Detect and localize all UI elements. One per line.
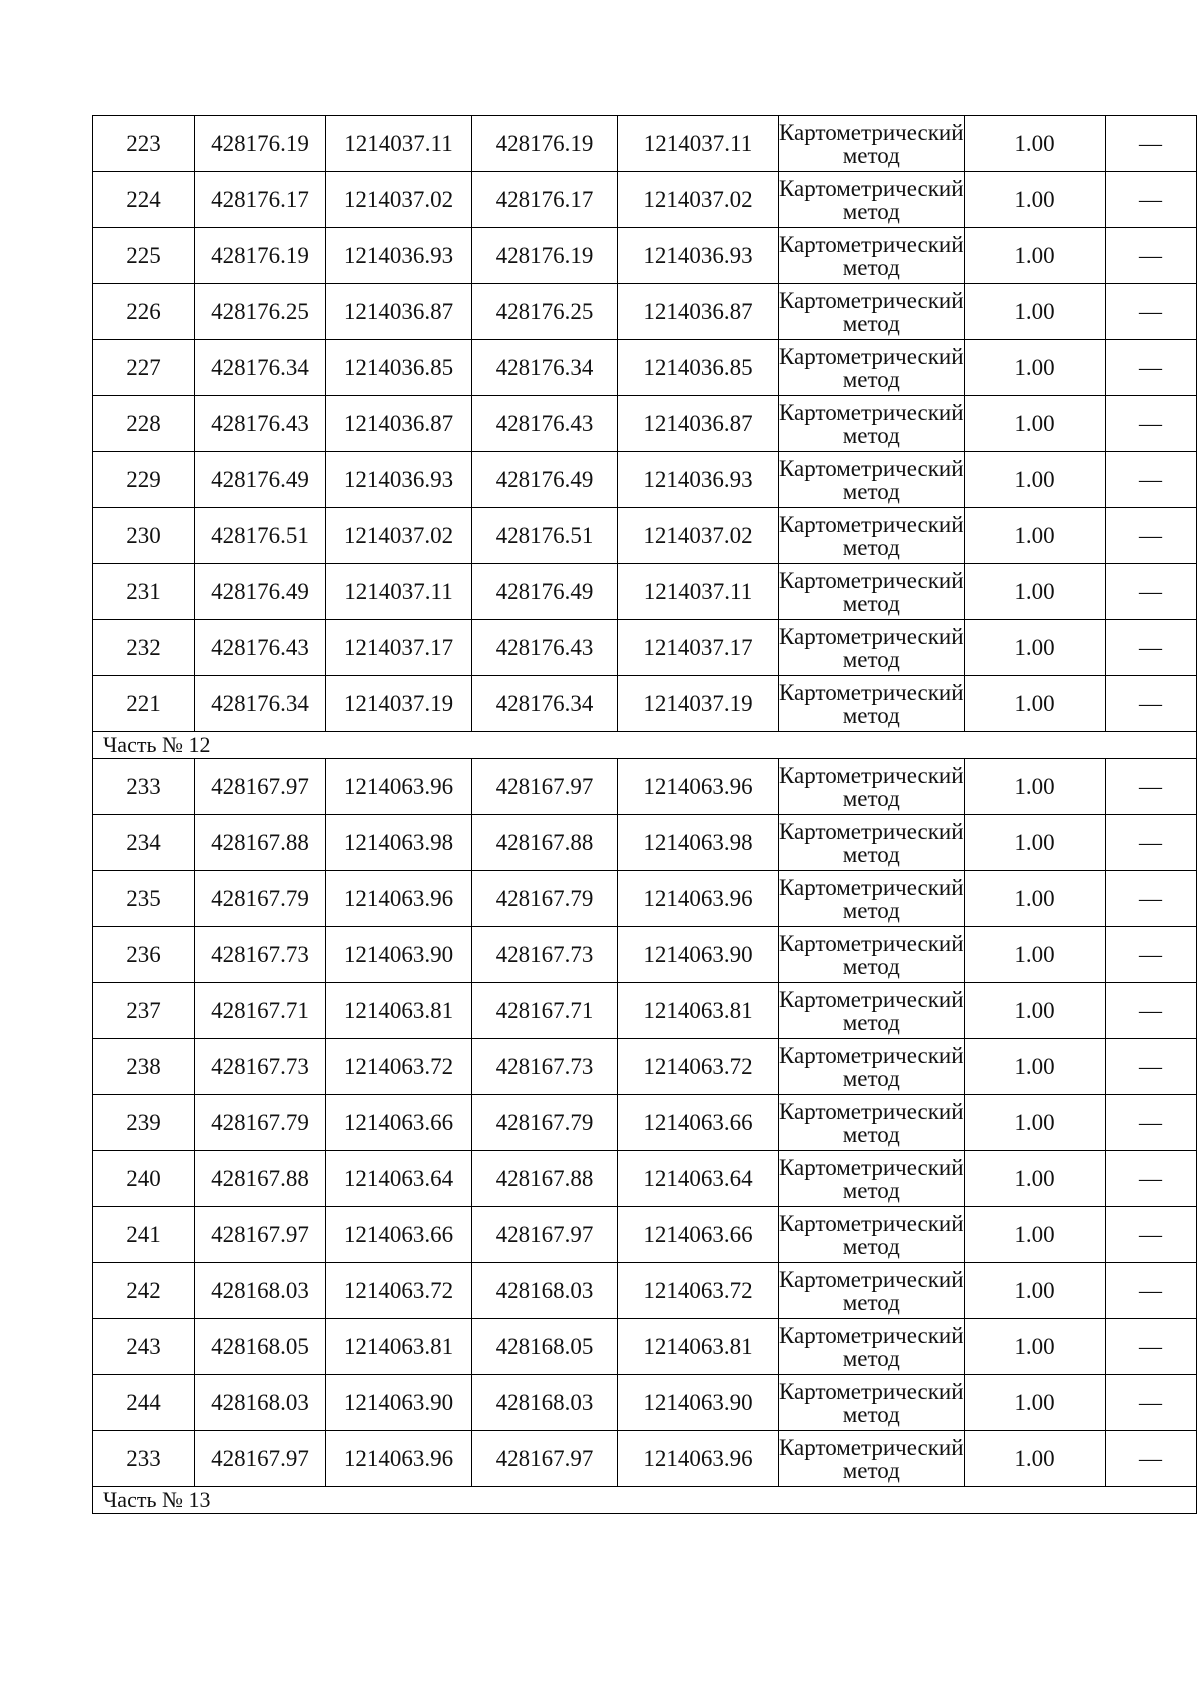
x-refined-cell: 428176.19 xyxy=(472,116,618,172)
table-row xyxy=(93,1151,1197,1207)
table-row xyxy=(93,871,1197,927)
y-existing-cell: 1214063.96 xyxy=(326,759,472,815)
table-row xyxy=(93,1263,1197,1319)
accuracy-cell: 1.00 xyxy=(964,1207,1105,1263)
x-refined-cell: 428176.43 xyxy=(472,396,618,452)
y-existing-cell: 1214063.64 xyxy=(326,1151,472,1207)
method-cell: Картометрический метод xyxy=(779,1431,965,1487)
x-existing-cell: 428167.71 xyxy=(195,983,326,1039)
point-number-cell: 227 xyxy=(93,340,195,396)
table-row xyxy=(93,396,1197,452)
accuracy-cell: 1.00 xyxy=(964,1151,1105,1207)
description-cell: — xyxy=(1105,1375,1196,1431)
table-row xyxy=(93,284,1197,340)
table-row xyxy=(93,759,1197,815)
accuracy-cell: 1.00 xyxy=(964,759,1105,815)
table-row xyxy=(93,815,1197,871)
accuracy-cell: 1.00 xyxy=(964,1095,1105,1151)
description-cell: — xyxy=(1105,116,1196,172)
method-cell: Картометрический метод xyxy=(779,927,965,983)
y-refined-cell: 1214063.90 xyxy=(618,927,779,983)
y-existing-cell: 1214037.11 xyxy=(326,116,472,172)
x-refined-cell: 428167.88 xyxy=(472,1151,618,1207)
x-existing-cell: 428168.03 xyxy=(195,1263,326,1319)
x-existing-cell: 428176.19 xyxy=(195,228,326,284)
x-refined-cell: 428167.88 xyxy=(472,815,618,871)
x-existing-cell: 428167.73 xyxy=(195,927,326,983)
y-refined-cell: 1214036.87 xyxy=(618,396,779,452)
description-cell: — xyxy=(1105,452,1196,508)
x-existing-cell: 428167.79 xyxy=(195,1095,326,1151)
method-cell: Картометрический метод xyxy=(779,452,965,508)
point-number-cell: 243 xyxy=(93,1319,195,1375)
y-refined-cell: 1214037.02 xyxy=(618,172,779,228)
x-existing-cell: 428176.49 xyxy=(195,564,326,620)
x-existing-cell: 428176.17 xyxy=(195,172,326,228)
description-cell: — xyxy=(1105,927,1196,983)
part-title: Часть № 13 xyxy=(93,1487,1197,1514)
y-existing-cell: 1214063.72 xyxy=(326,1263,472,1319)
y-existing-cell: 1214037.02 xyxy=(326,508,472,564)
y-refined-cell: 1214063.64 xyxy=(618,1151,779,1207)
y-refined-cell: 1214063.90 xyxy=(618,1375,779,1431)
description-cell: — xyxy=(1105,759,1196,815)
table-row xyxy=(93,983,1197,1039)
method-cell: Картометрический метод xyxy=(779,620,965,676)
y-refined-cell: 1214063.72 xyxy=(618,1263,779,1319)
accuracy-cell: 1.00 xyxy=(964,172,1105,228)
method-cell: Картометрический метод xyxy=(779,116,965,172)
description-cell: — xyxy=(1105,284,1196,340)
method-cell: Картометрический метод xyxy=(779,1375,965,1431)
method-cell: Картометрический метод xyxy=(779,1319,965,1375)
x-existing-cell: 428167.97 xyxy=(195,1207,326,1263)
x-existing-cell: 428176.43 xyxy=(195,396,326,452)
y-refined-cell: 1214063.72 xyxy=(618,1039,779,1095)
y-refined-cell: 1214063.66 xyxy=(618,1207,779,1263)
x-existing-cell: 428176.25 xyxy=(195,284,326,340)
point-number-cell: 239 xyxy=(93,1095,195,1151)
point-number-cell: 240 xyxy=(93,1151,195,1207)
accuracy-cell: 1.00 xyxy=(964,1431,1105,1487)
x-refined-cell: 428167.73 xyxy=(472,1039,618,1095)
description-cell: — xyxy=(1105,172,1196,228)
y-refined-cell: 1214063.98 xyxy=(618,815,779,871)
point-number-cell: 225 xyxy=(93,228,195,284)
y-refined-cell: 1214036.85 xyxy=(618,340,779,396)
description-cell: — xyxy=(1105,676,1196,732)
point-number-cell: 244 xyxy=(93,1375,195,1431)
point-number-cell: 242 xyxy=(93,1263,195,1319)
table-row xyxy=(93,1319,1197,1375)
table-row xyxy=(93,1207,1197,1263)
table-row xyxy=(93,1375,1197,1431)
part-header-row xyxy=(93,732,1197,759)
table-row xyxy=(93,927,1197,983)
accuracy-cell: 1.00 xyxy=(964,396,1105,452)
y-existing-cell: 1214063.66 xyxy=(326,1207,472,1263)
table-row xyxy=(93,620,1197,676)
x-existing-cell: 428168.03 xyxy=(195,1375,326,1431)
table-row xyxy=(93,172,1197,228)
method-cell: Картометрический метод xyxy=(779,564,965,620)
y-existing-cell: 1214036.87 xyxy=(326,284,472,340)
x-existing-cell: 428168.05 xyxy=(195,1319,326,1375)
accuracy-cell: 1.00 xyxy=(964,1375,1105,1431)
x-existing-cell: 428176.51 xyxy=(195,508,326,564)
y-existing-cell: 1214037.19 xyxy=(326,676,472,732)
point-number-cell: 241 xyxy=(93,1207,195,1263)
method-cell: Картометрический метод xyxy=(779,1039,965,1095)
x-refined-cell: 428168.03 xyxy=(472,1263,618,1319)
x-refined-cell: 428176.51 xyxy=(472,508,618,564)
accuracy-cell: 1.00 xyxy=(964,1263,1105,1319)
x-refined-cell: 428167.97 xyxy=(472,759,618,815)
x-refined-cell: 428167.97 xyxy=(472,1431,618,1487)
x-existing-cell: 428167.88 xyxy=(195,1151,326,1207)
accuracy-cell: 1.00 xyxy=(964,452,1105,508)
x-existing-cell: 428176.34 xyxy=(195,340,326,396)
accuracy-cell: 1.00 xyxy=(964,927,1105,983)
x-refined-cell: 428176.34 xyxy=(472,676,618,732)
accuracy-cell: 1.00 xyxy=(964,815,1105,871)
accuracy-cell: 1.00 xyxy=(964,340,1105,396)
x-refined-cell: 428176.34 xyxy=(472,340,618,396)
method-cell: Картометрический метод xyxy=(779,1095,965,1151)
x-refined-cell: 428167.97 xyxy=(472,1207,618,1263)
description-cell: — xyxy=(1105,564,1196,620)
y-existing-cell: 1214063.66 xyxy=(326,1095,472,1151)
table-row xyxy=(93,564,1197,620)
table-row xyxy=(93,1039,1197,1095)
accuracy-cell: 1.00 xyxy=(964,116,1105,172)
y-refined-cell: 1214063.66 xyxy=(618,1095,779,1151)
accuracy-cell: 1.00 xyxy=(964,983,1105,1039)
table-row xyxy=(93,340,1197,396)
accuracy-cell: 1.00 xyxy=(964,228,1105,284)
point-number-cell: 229 xyxy=(93,452,195,508)
point-number-cell: 234 xyxy=(93,815,195,871)
table-row xyxy=(93,1431,1197,1487)
method-cell: Картометрический метод xyxy=(779,340,965,396)
x-refined-cell: 428176.43 xyxy=(472,620,618,676)
y-refined-cell: 1214036.93 xyxy=(618,228,779,284)
y-existing-cell: 1214036.93 xyxy=(326,228,472,284)
point-number-cell: 232 xyxy=(93,620,195,676)
x-existing-cell: 428176.34 xyxy=(195,676,326,732)
table-row xyxy=(93,1095,1197,1151)
method-cell: Картометрический метод xyxy=(779,759,965,815)
description-cell: — xyxy=(1105,620,1196,676)
x-existing-cell: 428167.97 xyxy=(195,1431,326,1487)
y-refined-cell: 1214037.17 xyxy=(618,620,779,676)
y-existing-cell: 1214063.90 xyxy=(326,927,472,983)
y-existing-cell: 1214063.96 xyxy=(326,1431,472,1487)
y-existing-cell: 1214063.72 xyxy=(326,1039,472,1095)
x-existing-cell: 428176.43 xyxy=(195,620,326,676)
point-number-cell: 236 xyxy=(93,927,195,983)
x-refined-cell: 428167.79 xyxy=(472,871,618,927)
x-existing-cell: 428167.88 xyxy=(195,815,326,871)
x-refined-cell: 428176.19 xyxy=(472,228,618,284)
method-cell: Картометрический метод xyxy=(779,871,965,927)
y-existing-cell: 1214037.11 xyxy=(326,564,472,620)
y-existing-cell: 1214036.85 xyxy=(326,340,472,396)
description-cell: — xyxy=(1105,1039,1196,1095)
y-refined-cell: 1214036.87 xyxy=(618,284,779,340)
accuracy-cell: 1.00 xyxy=(964,508,1105,564)
method-cell: Картометрический метод xyxy=(779,228,965,284)
y-refined-cell: 1214063.96 xyxy=(618,1431,779,1487)
y-existing-cell: 1214036.93 xyxy=(326,452,472,508)
y-refined-cell: 1214063.81 xyxy=(618,1319,779,1375)
y-existing-cell: 1214037.17 xyxy=(326,620,472,676)
x-refined-cell: 428168.05 xyxy=(472,1319,618,1375)
accuracy-cell: 1.00 xyxy=(964,564,1105,620)
table-row xyxy=(93,116,1197,172)
description-cell: — xyxy=(1105,396,1196,452)
method-cell: Картометрический метод xyxy=(779,284,965,340)
accuracy-cell: 1.00 xyxy=(964,871,1105,927)
point-number-cell: 228 xyxy=(93,396,195,452)
description-cell: — xyxy=(1105,1207,1196,1263)
point-number-cell: 230 xyxy=(93,508,195,564)
y-existing-cell: 1214063.90 xyxy=(326,1375,472,1431)
part-title: Часть № 12 xyxy=(93,732,1197,759)
method-cell: Картометрический метод xyxy=(779,1151,965,1207)
y-refined-cell: 1214037.02 xyxy=(618,508,779,564)
x-existing-cell: 428167.79 xyxy=(195,871,326,927)
method-cell: Картометрический метод xyxy=(779,1207,965,1263)
y-refined-cell: 1214037.11 xyxy=(618,564,779,620)
accuracy-cell: 1.00 xyxy=(964,1319,1105,1375)
point-number-cell: 233 xyxy=(93,759,195,815)
description-cell: — xyxy=(1105,340,1196,396)
y-existing-cell: 1214063.81 xyxy=(326,1319,472,1375)
x-existing-cell: 428176.49 xyxy=(195,452,326,508)
y-refined-cell: 1214037.19 xyxy=(618,676,779,732)
method-cell: Картометрический метод xyxy=(779,396,965,452)
x-refined-cell: 428167.73 xyxy=(472,927,618,983)
point-number-cell: 237 xyxy=(93,983,195,1039)
description-cell: — xyxy=(1105,508,1196,564)
y-refined-cell: 1214036.93 xyxy=(618,452,779,508)
method-cell: Картометрический метод xyxy=(779,508,965,564)
accuracy-cell: 1.00 xyxy=(964,620,1105,676)
x-existing-cell: 428167.73 xyxy=(195,1039,326,1095)
point-number-cell: 233 xyxy=(93,1431,195,1487)
table-body xyxy=(93,116,1197,1514)
point-number-cell: 231 xyxy=(93,564,195,620)
table-row xyxy=(93,508,1197,564)
description-cell: — xyxy=(1105,1095,1196,1151)
x-existing-cell: 428176.19 xyxy=(195,116,326,172)
method-cell: Картометрический метод xyxy=(779,983,965,1039)
point-number-cell: 221 xyxy=(93,676,195,732)
x-refined-cell: 428176.17 xyxy=(472,172,618,228)
x-refined-cell: 428176.25 xyxy=(472,284,618,340)
y-refined-cell: 1214063.96 xyxy=(618,871,779,927)
y-refined-cell: 1214063.81 xyxy=(618,983,779,1039)
table-row xyxy=(93,676,1197,732)
table-row xyxy=(93,228,1197,284)
y-refined-cell: 1214063.96 xyxy=(618,759,779,815)
y-refined-cell: 1214037.11 xyxy=(618,116,779,172)
x-refined-cell: 428167.71 xyxy=(472,983,618,1039)
x-existing-cell: 428167.97 xyxy=(195,759,326,815)
x-refined-cell: 428167.79 xyxy=(472,1095,618,1151)
description-cell: — xyxy=(1105,1431,1196,1487)
part-header-row xyxy=(93,1487,1197,1514)
accuracy-cell: 1.00 xyxy=(964,676,1105,732)
description-cell: — xyxy=(1105,1263,1196,1319)
x-refined-cell: 428168.03 xyxy=(472,1375,618,1431)
point-number-cell: 238 xyxy=(93,1039,195,1095)
y-existing-cell: 1214037.02 xyxy=(326,172,472,228)
point-number-cell: 224 xyxy=(93,172,195,228)
method-cell: Картометрический метод xyxy=(779,676,965,732)
method-cell: Картометрический метод xyxy=(779,815,965,871)
accuracy-cell: 1.00 xyxy=(964,284,1105,340)
description-cell: — xyxy=(1105,1151,1196,1207)
accuracy-cell: 1.00 xyxy=(964,1039,1105,1095)
point-number-cell: 223 xyxy=(93,116,195,172)
y-existing-cell: 1214063.81 xyxy=(326,983,472,1039)
x-refined-cell: 428176.49 xyxy=(472,564,618,620)
x-refined-cell: 428176.49 xyxy=(472,452,618,508)
method-cell: Картометрический метод xyxy=(779,1263,965,1319)
y-existing-cell: 1214063.96 xyxy=(326,871,472,927)
description-cell: — xyxy=(1105,228,1196,284)
description-cell: — xyxy=(1105,871,1196,927)
y-existing-cell: 1214036.87 xyxy=(326,396,472,452)
table-row xyxy=(93,452,1197,508)
point-number-cell: 235 xyxy=(93,871,195,927)
y-existing-cell: 1214063.98 xyxy=(326,815,472,871)
coordinates-table xyxy=(92,115,1197,1514)
description-cell: — xyxy=(1105,1319,1196,1375)
method-cell: Картометрический метод xyxy=(779,172,965,228)
description-cell: — xyxy=(1105,815,1196,871)
point-number-cell: 226 xyxy=(93,284,195,340)
description-cell: — xyxy=(1105,983,1196,1039)
